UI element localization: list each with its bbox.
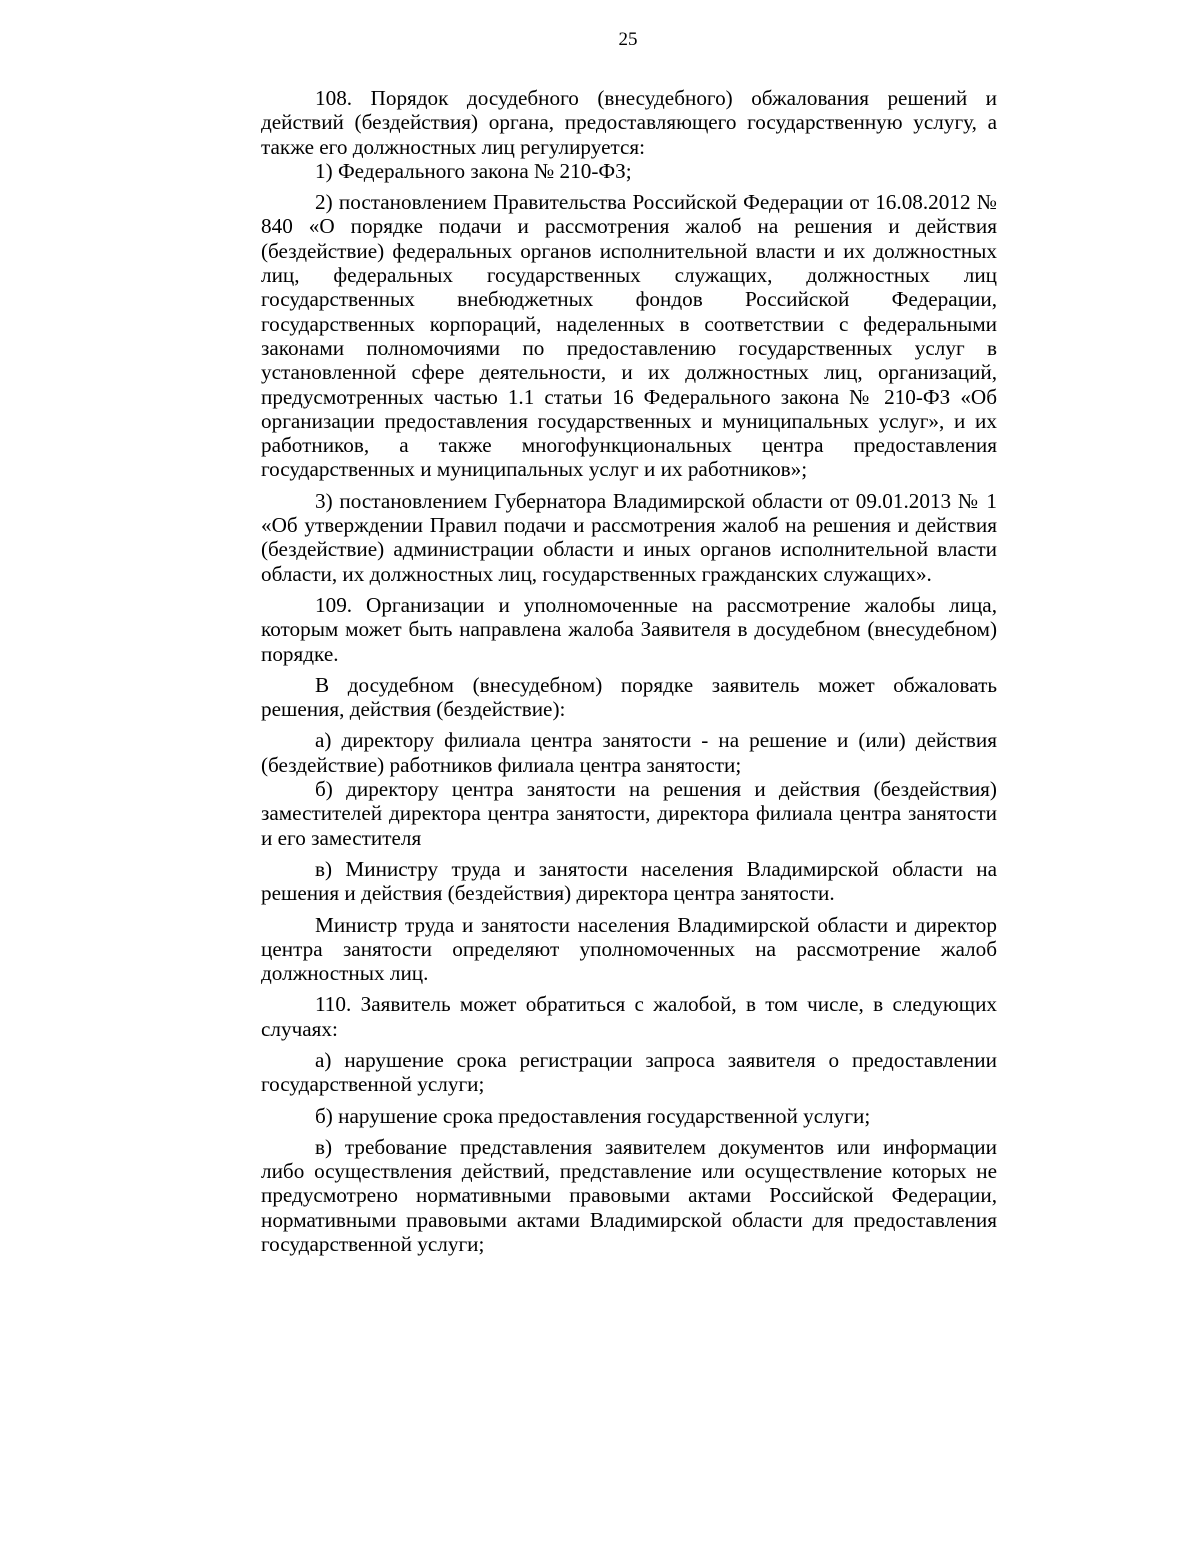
- list-item-1: 1) Федерального закона № 210-ФЗ;: [315, 158, 632, 183]
- list-item-b: б) директору центра занятости на решения и действия (бездействия) заместителей директора центра занятости, директора филиала центра занятости и его заместителя: [261, 777, 997, 850]
- case-item-v: в) требование представления заявителем документов или информации либо осуществления действий, представление или осуществление которых не предусмотрено нормативными правовыми актами Российской Федерации, нормативными правовыми актами Владимирской области для предоставления государственной услуги;: [261, 1134, 997, 1257]
- list-item-3: 3) постановлением Губернатора Владимирской области от 09.01.2013 № 1 «Об утверждении Правил подачи и рассмотрения жалоб на решения и действия (бездействие) администрации области и иных органов исполнительной власти области, их должностных лиц, государственных гражданских служащих».: [261, 488, 997, 586]
- paragraph-109: 109. Организации и уполномоченные на рассмотрение жалобы лица, которым может быть направлена жалоба Заявителя в досудебном (внесудебном) порядке.: [261, 592, 997, 666]
- case-item-a: а) нарушение срока регистрации запроса заявителя о предоставлении государственной услуги;: [261, 1047, 997, 1097]
- page-number: 25: [618, 29, 638, 50]
- document-body: [261, 86, 997, 1256]
- list-item-a: а) директору филиала центра занятости - на решение и (или) действия (бездействие) работников филиала центра занятости;: [261, 728, 997, 777]
- paragraph-minister: Министр труда и занятости населения Владимирской области и директор центра занятости определяют уполномоченных на рассмотрение жалоб должностных лиц.: [261, 912, 997, 986]
- case-item-b: б) нарушение срока предоставления государственной услуги;: [315, 1103, 871, 1128]
- paragraph-appeal-intro: В досудебном (внесудебном) порядке заявитель может обжаловать решения, действия (бездействие):: [261, 672, 997, 722]
- paragraph-108: 108. Порядок досудебного (внесудебного) обжалования решений и действий (бездействия) органа, предоставляющего государственную услугу, а также его должностных лиц регулируется:: [261, 86, 997, 159]
- paragraph-110: 110. Заявитель может обратиться с жалобой, в том числе, в следующих случаях:: [261, 992, 997, 1041]
- list-item-v: в) Министру труда и занятости населения Владимирской области на решения и действия (бездействия) директора центра занятости.: [261, 856, 997, 906]
- list-item-2: 2) постановлением Правительства Российской Федерации от 16.08.2012 № 840 «О порядке подачи и рассмотрения жалоб на решения и действия (бездействие) федеральных органов исполнительной власти и их должностных лиц, федеральных государственных служащих, должностных лиц государственных внебюджетных фондов Российской Федерации, государственных корпораций, наделенных в соответствии с федеральными законами полномочиями по предоставлению государственных услуг в установленной сфере деятельности, и их должностных лиц, организаций, предусмотренных частью 1.1 статьи 16 Федерального закона № 210-ФЗ «Об организации предоставления государственных и муниципальных услуг», и их работников, а также многофункциональных центра предоставления государственных и муниципальных услуг и их работников»;: [261, 190, 997, 482]
